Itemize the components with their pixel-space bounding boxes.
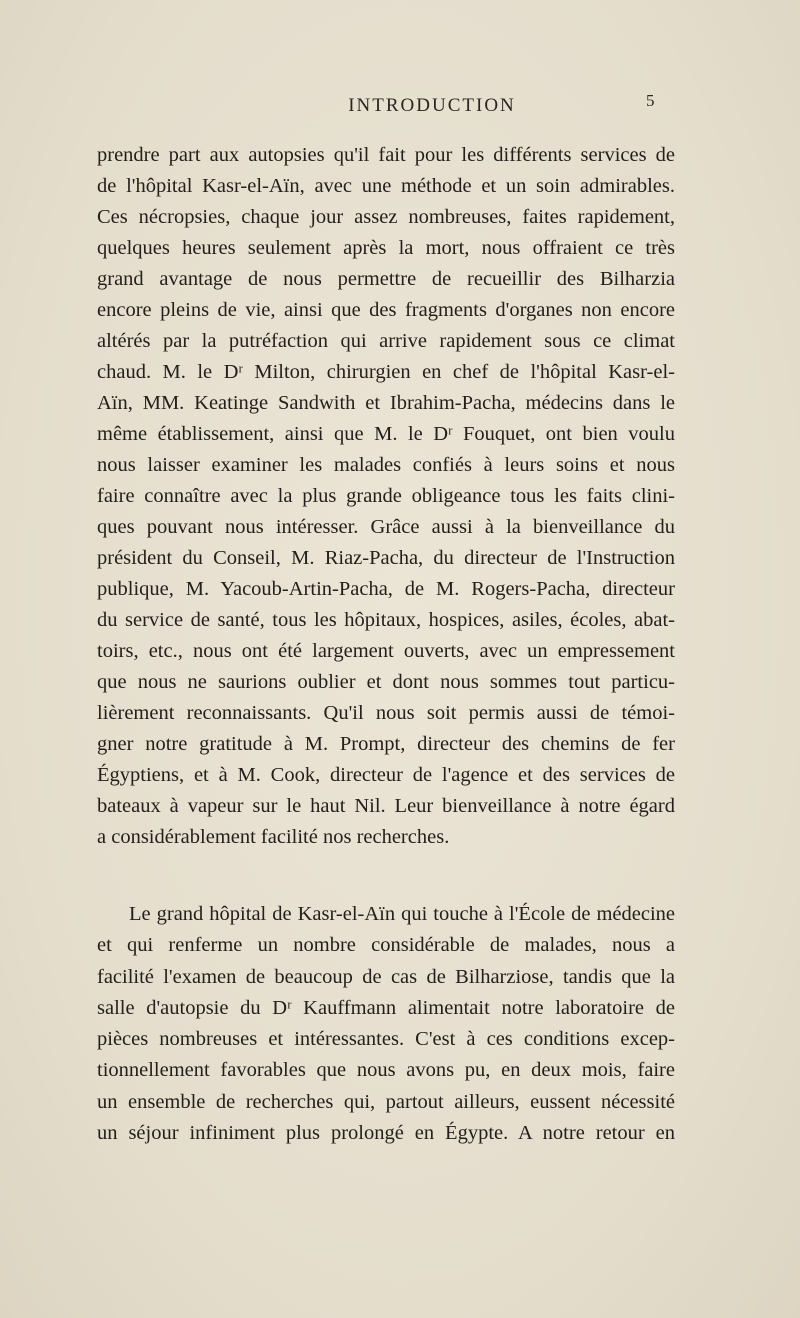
text-line: toirs, etc., nous ont été largement ouverts, avec un empressement bbox=[97, 640, 675, 662]
paragraph-gap bbox=[97, 853, 675, 899]
text-line: Aïn, MM. Keatinge Sandwith et Ibrahim-Pacha, médecins dans le bbox=[97, 392, 675, 414]
text-line: bateaux à vapeur sur le haut Nil. Leur bienveillance à notre égard bbox=[97, 795, 675, 817]
text-line: un ensemble de recherches qui, partout ailleurs, eussent nécessité bbox=[97, 1090, 675, 1113]
text-line: de l'hôpital Kasr-el-Aïn, avec une méthode et un soin admirables. bbox=[97, 175, 675, 197]
text-line: Ces nécropsies, chaque jour assez nombreuses, faites rapidement, bbox=[97, 206, 675, 228]
running-title: INTRODUCTION bbox=[348, 95, 516, 116]
text-line: tionnellement favorables que nous avons pu, en deux mois, faire bbox=[97, 1059, 675, 1082]
page-number: 5 bbox=[646, 91, 655, 110]
text-line: facilité l'examen de beaucoup de cas de Bilharziose, tandis que la bbox=[97, 965, 675, 988]
text-line: et qui renferme un nombre considérable de malades, nous a bbox=[97, 934, 675, 957]
text-line: nous laisser examiner les malades confiés à leurs soins et nous bbox=[97, 454, 675, 476]
text-line: prendre part aux autopsies qu'il fait pour les différents services de bbox=[97, 144, 675, 166]
text-line: salle d'autopsie du Dʳ Kauffmann alimentait notre laboratoire de bbox=[97, 996, 675, 1019]
text-line: Le grand hôpital de Kasr-el-Aïn qui touche à l'École de médecine bbox=[129, 903, 675, 925]
paragraph-1 bbox=[97, 140, 675, 853]
text-line: a considérablement facilité nos recherches. bbox=[97, 826, 450, 848]
text-line: publique, M. Yacoub-Artin-Pacha, de M. Rogers-Pacha, directeur bbox=[97, 578, 675, 600]
text-line: encore pleins de vie, ainsi que des fragments d'organes non encore bbox=[97, 299, 675, 321]
page-header bbox=[0, 91, 800, 125]
text-line: que nous ne saurions oublier et dont nous sommes tout particu- bbox=[97, 671, 675, 693]
text-line: même établissement, ainsi que M. le Dʳ Fouquet, ont bien voulu bbox=[97, 423, 675, 445]
text-line: président du Conseil, M. Riaz-Pacha, du directeur de l'Instruction bbox=[97, 547, 675, 569]
text-line: Égyptiens, et à M. Cook, directeur de l'agence et des services de bbox=[97, 764, 675, 786]
text-line: grand avantage de nous permettre de recueillir des Bilharzia bbox=[97, 268, 675, 290]
text-line: pièces nombreuses et intéressantes. C'est à ces conditions excep- bbox=[97, 1028, 675, 1051]
paragraph-2 bbox=[97, 899, 675, 1149]
text-line: un séjour infiniment plus prolongé en Égypte. A notre retour en bbox=[97, 1122, 675, 1145]
text-line: gner notre gratitude à M. Prompt, directeur des chemins de fer bbox=[97, 733, 675, 755]
text-line: lièrement reconnaissants. Qu'il nous soit permis aussi de témoi- bbox=[97, 702, 675, 724]
text-line: du service de santé, tous les hôpitaux, hospices, asiles, écoles, abat- bbox=[97, 609, 675, 631]
text-line: chaud. M. le Dʳ Milton, chirurgien en chef de l'hôpital Kasr-el- bbox=[97, 361, 675, 383]
text-line: altérés par la putréfaction qui arrive rapidement sous ce climat bbox=[97, 330, 675, 352]
text-line: faire connaître avec la plus grande obligeance tous les faits clini- bbox=[97, 485, 675, 507]
body-text bbox=[97, 140, 675, 1149]
text-line: quelques heures seulement après la mort, nous offraient ce très bbox=[97, 237, 675, 259]
text-line: ques pouvant nous intéresser. Grâce aussi à la bienveillance du bbox=[97, 516, 675, 538]
